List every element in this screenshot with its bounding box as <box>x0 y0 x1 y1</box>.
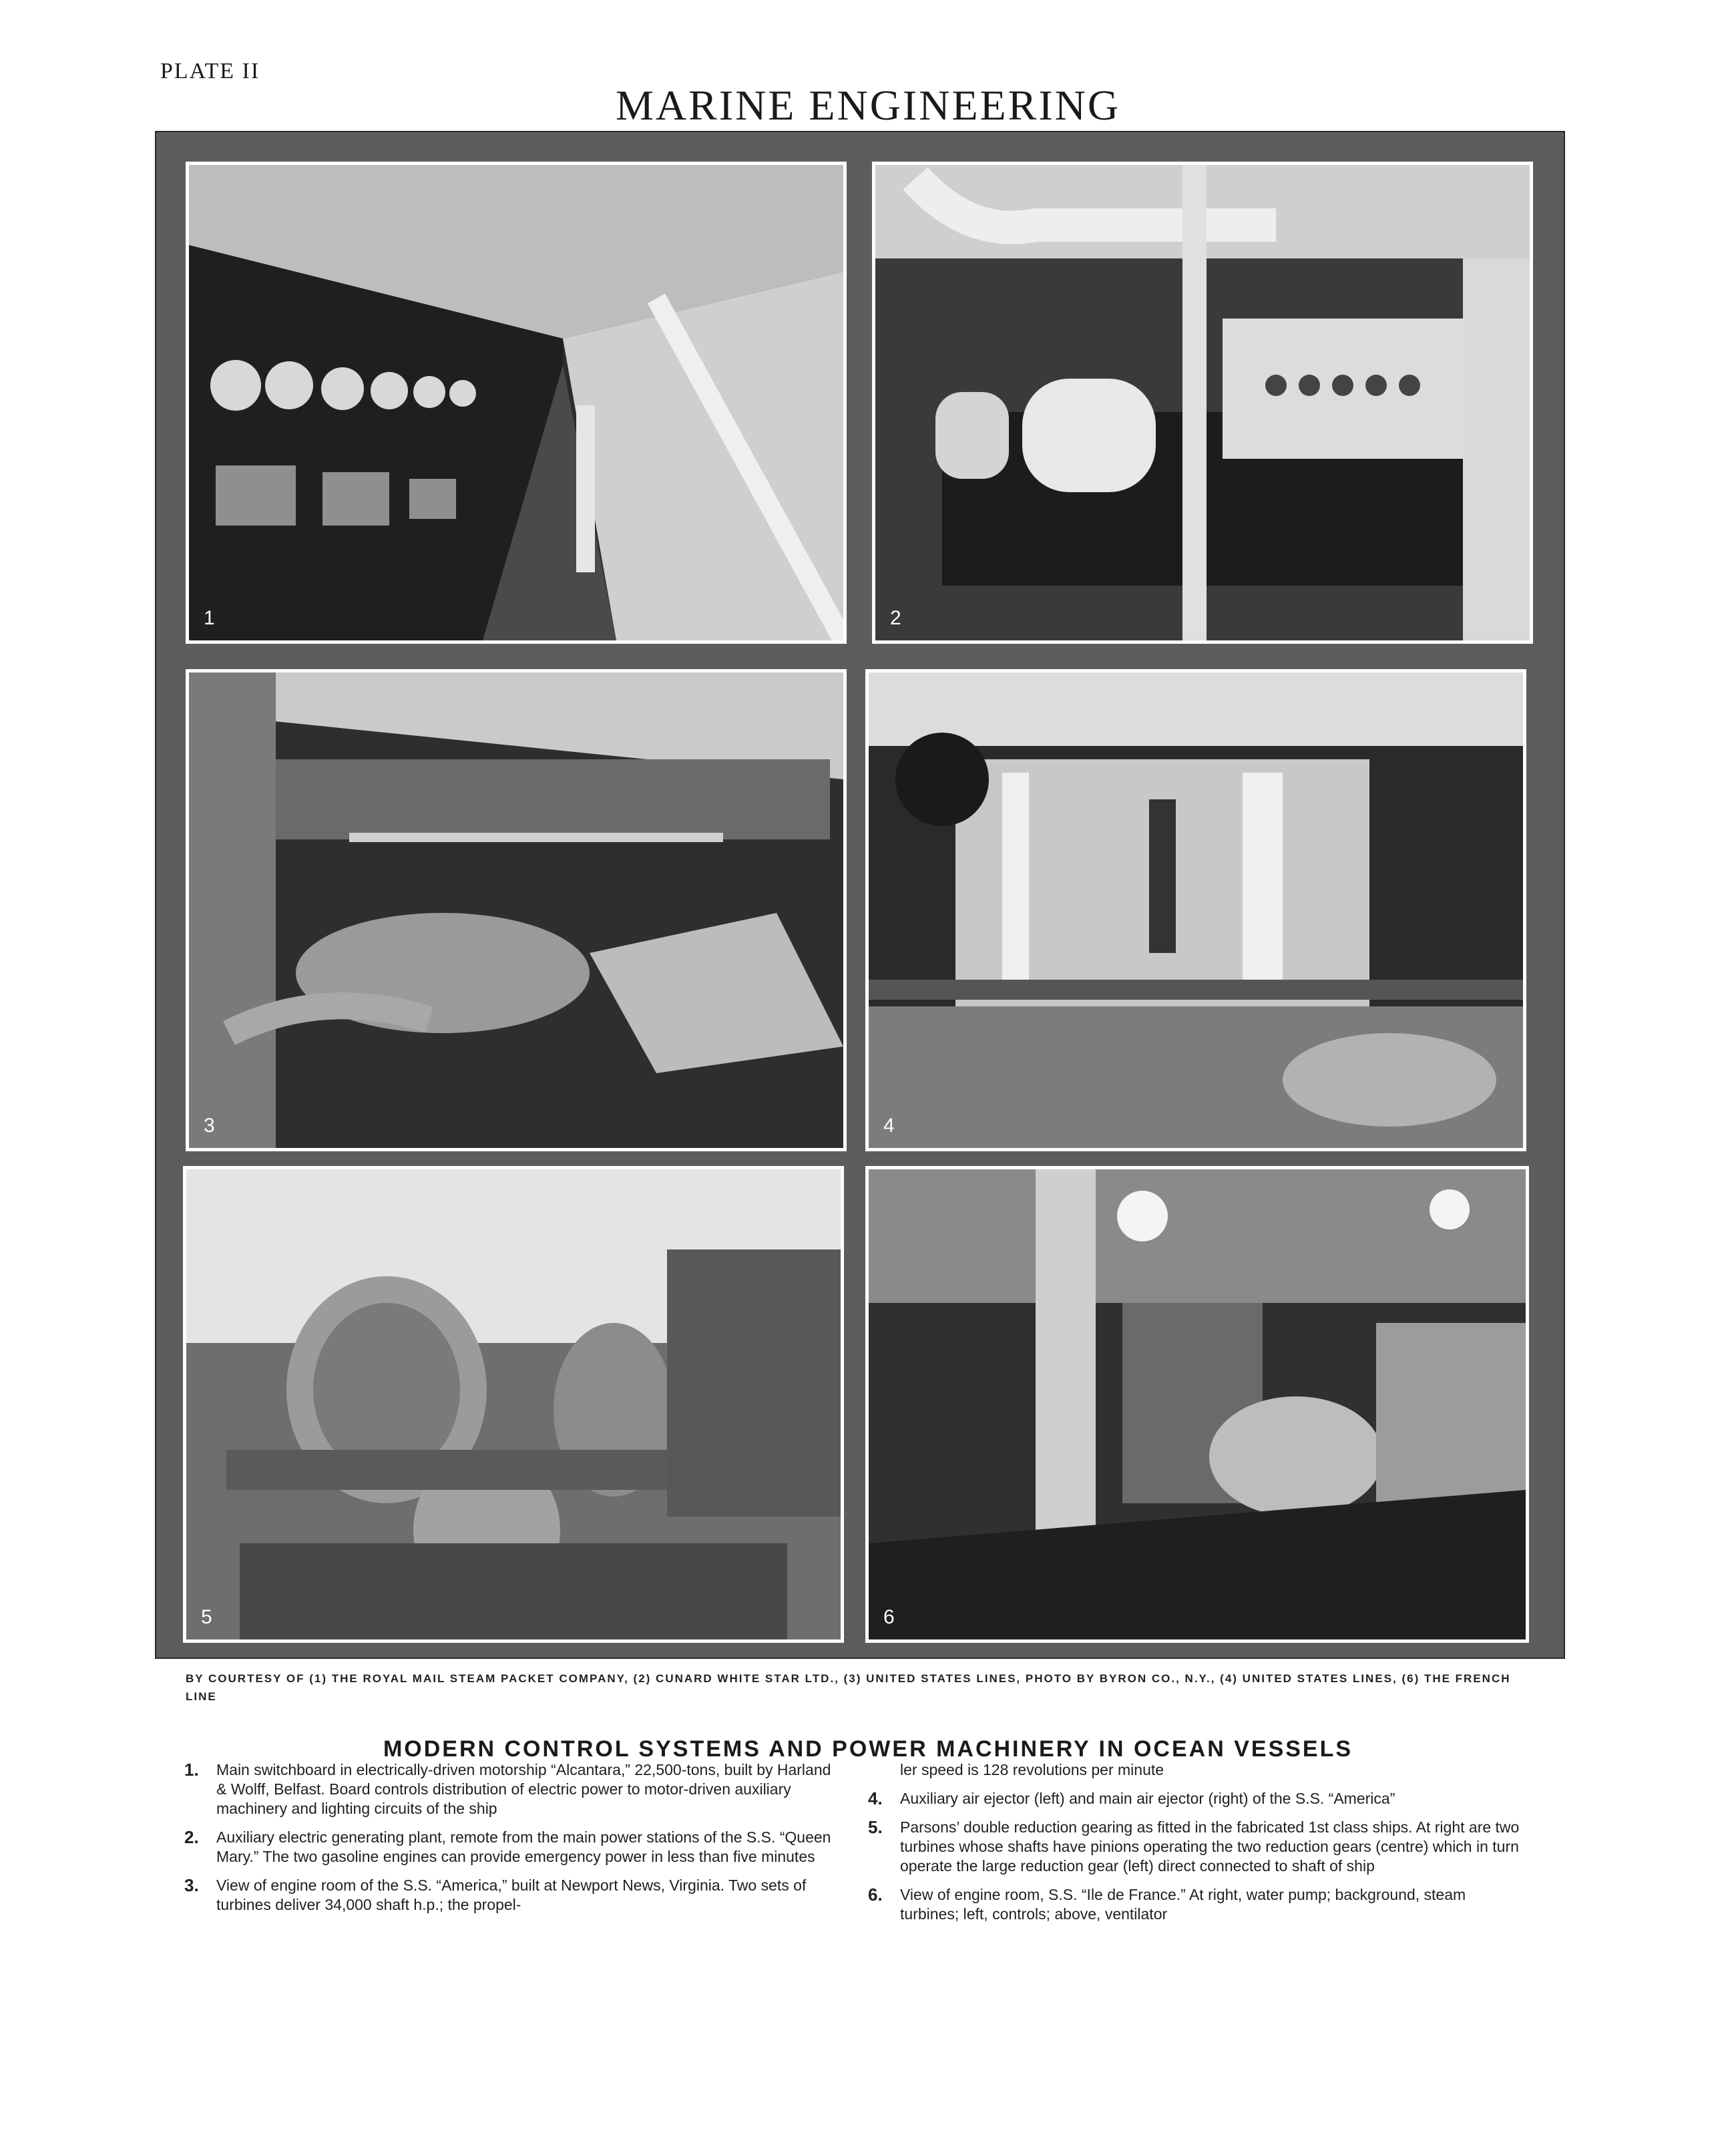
photo-number: 5 <box>201 1606 212 1628</box>
captions-left-column <box>184 1760 839 1924</box>
photo-1-image <box>189 165 843 640</box>
caption-text: Auxiliary electric generating plant, remote from the main power stations of the S.S. “Queen Mary.” The two gasoline engines can provide emergency power in less than five minutes <box>216 1828 831 1865</box>
photo-6-image <box>869 1169 1526 1639</box>
page-title: MARINE ENGINEERING <box>615 81 1121 129</box>
photo-2-generating-plant <box>872 162 1533 644</box>
caption-text: Parsons’ double reduction gearing as fitted in the fabricated 1st class ships. At right are two turbines whose shafts have pinions operating the two reduction gears (centre) which in turn operate the large reduction gear (left) direct connected to shaft of ship <box>900 1818 1520 1875</box>
photo-plate-panel <box>155 131 1565 1659</box>
photo-6-ile-de-france <box>865 1166 1529 1643</box>
photo-number: 2 <box>890 607 901 629</box>
caption-text: Auxiliary air ejector (left) and main air ejector (right) of the S.S. “America” <box>900 1790 1395 1807</box>
photo-credit: BY COURTESY OF (1) THE ROYAL MAIL STEAM PACKET COMPANY, (2) CUNARD WHITE STAR LTD., (3) UNITED STATES LINES, PHOTO BY BYRON CO., N.Y., (4) UNITED STATES LINES, (6) THE FRENCH LINE <box>186 1672 1511 1703</box>
caption-number: 5. <box>868 1817 883 1837</box>
photo-4-image <box>869 672 1523 1148</box>
photo-4-air-ejectors <box>865 669 1526 1151</box>
photo-3-image <box>189 672 843 1148</box>
caption-number: 3. <box>184 1875 199 1895</box>
caption-6 <box>868 1885 1522 1924</box>
caption-text: View of engine room, S.S. “Ile de France.” At right, water pump; background, steam turbines; left, controls; above, ventilator <box>900 1886 1466 1923</box>
photo-number: 6 <box>883 1606 895 1628</box>
caption-4 <box>868 1789 1522 1808</box>
photo-5-image <box>186 1169 841 1639</box>
photo-number: 4 <box>883 1115 895 1137</box>
caption-1 <box>184 1760 839 1818</box>
caption-number: 6. <box>868 1885 883 1905</box>
caption-text: Main switchboard in electrically-driven motorship “Alcantara,” 22,500-tons, built by Harland & Wolff, Belfast. Board controls distribution of electric power to motor-driven auxiliary machinery and lighting circuits of the ship <box>216 1761 831 1817</box>
photo-number: 3 <box>204 1115 215 1137</box>
photo-number: 1 <box>204 607 215 629</box>
caption-3 <box>184 1876 839 1915</box>
caption-number: 2. <box>184 1827 199 1847</box>
section-heading: MODERN CONTROL SYSTEMS AND POWER MACHINERY IN OCEAN VESSELS <box>383 1736 1353 1762</box>
caption-number: 1. <box>184 1760 199 1780</box>
caption-number: 4. <box>868 1788 883 1808</box>
photo-3-engine-room <box>186 669 847 1151</box>
caption-3-continued <box>868 1760 1522 1780</box>
caption-text: View of engine room of the S.S. “America,” built at Newport News, Virginia. Two sets of turbines deliver 34,000 shaft h.p.; the propel- <box>216 1877 807 1913</box>
photo-5-reduction-gearing <box>183 1166 844 1643</box>
caption-2 <box>184 1828 839 1867</box>
plate-label: PLATE II <box>160 59 260 83</box>
caption-5 <box>868 1818 1522 1876</box>
photo-2-image <box>875 165 1530 640</box>
captions-right-column <box>868 1760 1522 1933</box>
photo-1-switchboard <box>186 162 847 644</box>
caption-text: ler speed is 128 revolutions per minute <box>900 1761 1164 1778</box>
